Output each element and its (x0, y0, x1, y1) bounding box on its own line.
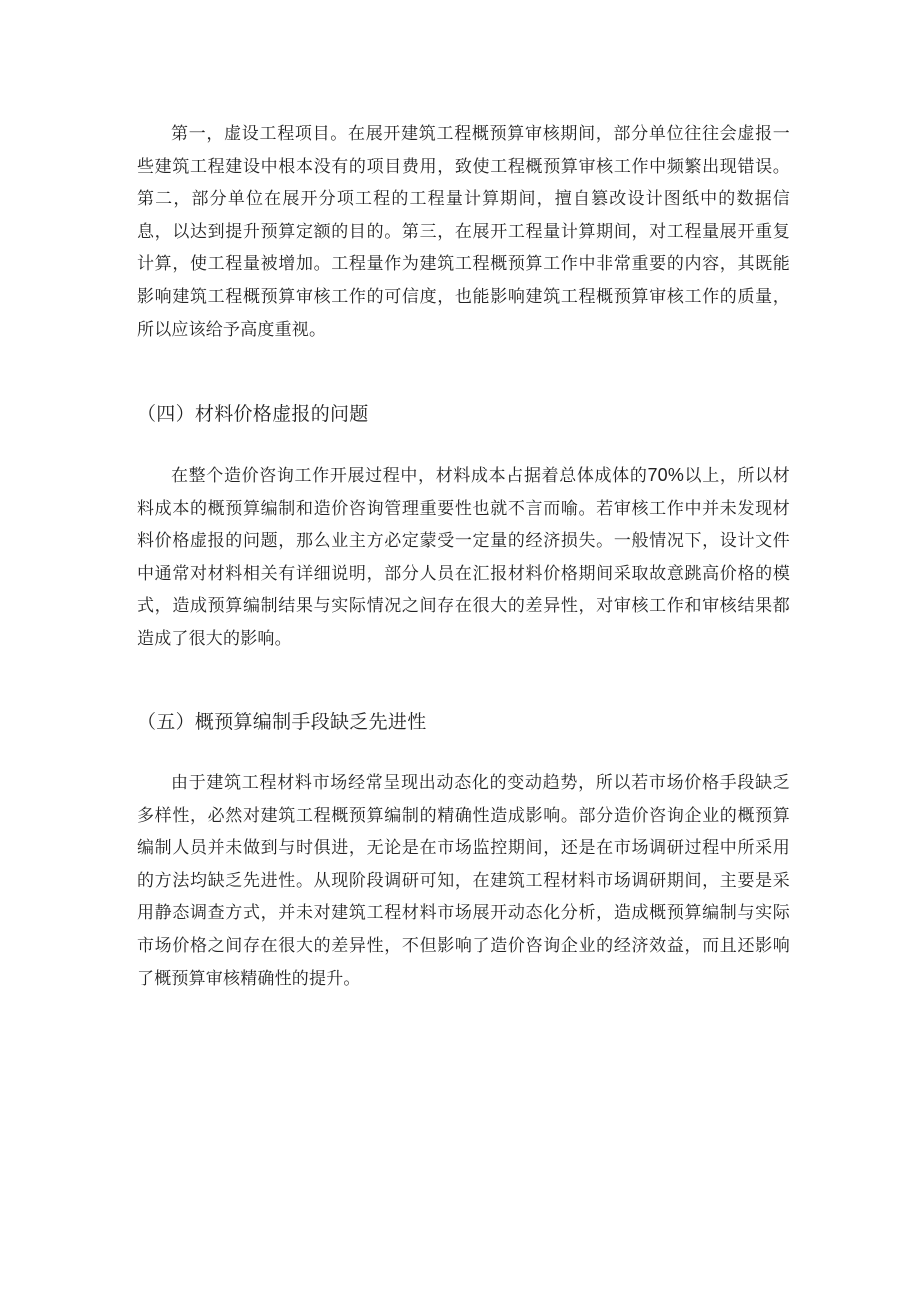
paragraph-material-price (137, 459, 790, 656)
paragraph-budget-methods: 由于建筑工程材料市场经常呈现出动态化的变动趋势，所以若市场价格手段缺乏多样性，必然对建筑工程概预算编制的精确性造成影响。部分造价咨询企业的概预算编制人员并未做到与时俱进，无论是在市场监控期间，还是在市场调研过程中所采用的方法均缺乏先进性。从现阶段调研可知，在建筑工程材料市场调研期间，主要是采用静态调查方式，并未对建筑工程材料市场展开动态化分析，造成概预算编制与实际市场价格之间存在很大的差异性，不但影响了造价咨询企业的经济效益，而且还影响了概预算审核精确性的提升。 (137, 773, 790, 989)
paragraph-material-price-text-2: 以上，所以材料成本的概预算编制和造价咨询管理重要性也就不言而喻。若审核工作中并未发现材料价格虚报的问题，那么业主方必定蒙受一定量的经济损失。一般情况下，设计文件中通常对材料相关有详细说明，部分人员在汇报材料价格期间采取故意跳高价格的模式，造成预算编制结果与实际情况之间存在很大的差异性，对审核工作和审核结果都造成了很大的影响。 (137, 466, 790, 649)
paragraph-material-price-text-1: 在整个造价咨询工作开展过程中，材料成本占据着总体成体的 (171, 466, 648, 486)
paragraph-fictitious-items: 第一，虚设工程项目。在展开建筑工程概预算审核期间，部分单位往往会虚报一些建筑工程建设中根本没有的项目费用，致使工程概预算审核工作中频繁出现错误。第二，部分单位在展开分项工程的工程量计算期间，擅自篡改设计图纸中的数据信息，以达到提升预算定额的目的。第三，在展开工程量计算期间，对工程量展开重复计算，使工程量被增加。工程量作为建筑工程概预算工作中非常重要的内容，其既能影响建筑工程概预算审核工作的可信度，也能影响建筑工程概预算审核工作的质量，所以应该给予高度重视。 (137, 124, 790, 340)
material-cost-percentage: 70% (647, 465, 685, 485)
section-heading-material-price: （四）材料价格虚报的问题 (137, 403, 369, 425)
section-heading-budget-methods: （五）概预算编制手段缺乏先进性 (137, 711, 427, 733)
